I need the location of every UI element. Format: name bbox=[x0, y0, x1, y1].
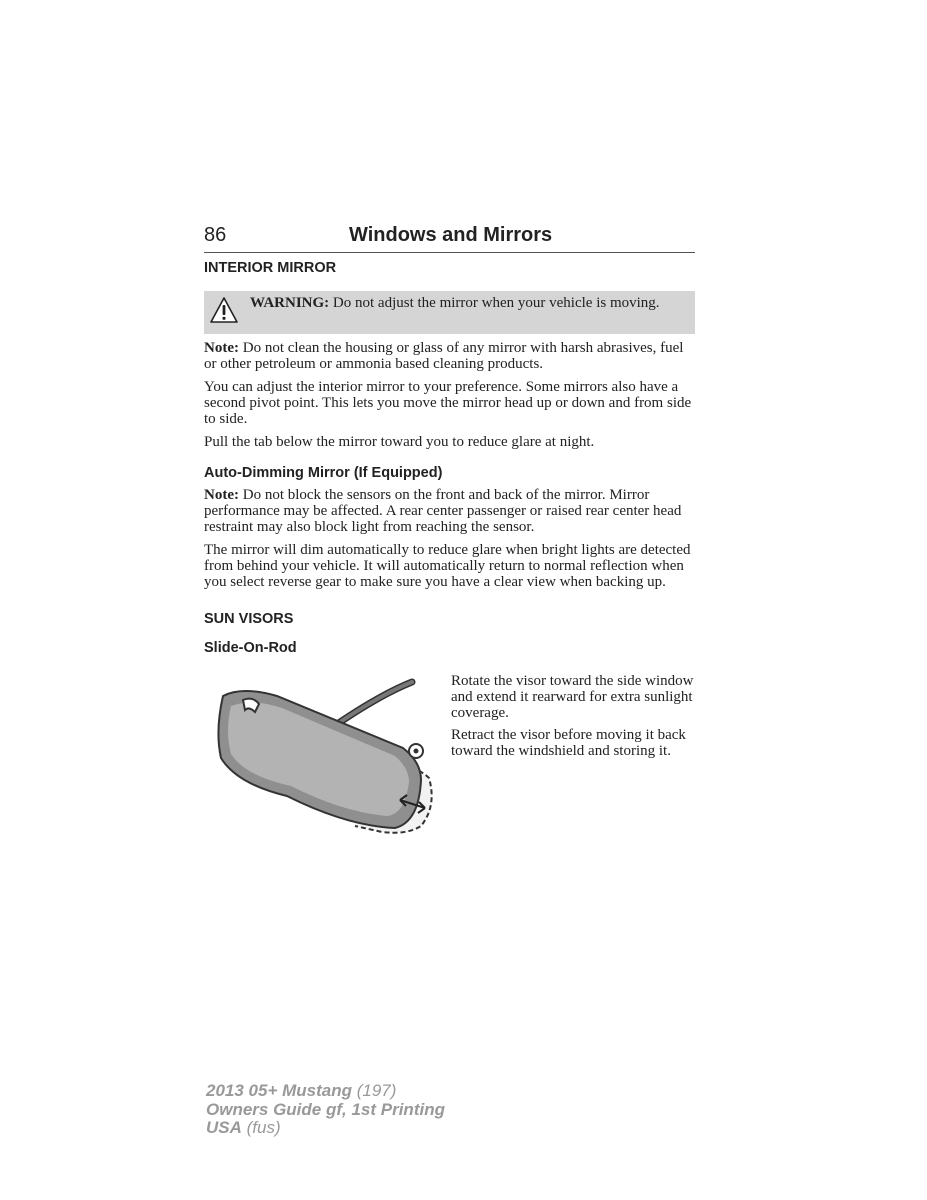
note-text: Do not clean the housing or glass of any mirror with harsh abrasives, fuel or other petroleum or ammonia based cleaning products. bbox=[204, 340, 684, 372]
sensor-note-text: Do not block the sensors on the front and back of the mirror. Mirror performance may be affected. A rear center passenger or raised rear center head restraint may also block light from reaching the sensor. bbox=[204, 487, 682, 535]
auto-dimming-heading: Auto-Dimming Mirror (If Equipped) bbox=[204, 465, 443, 481]
footer-line-3 bbox=[206, 1119, 445, 1138]
footer-line-2 bbox=[206, 1101, 445, 1120]
warning-text bbox=[250, 294, 680, 312]
footer-code: (197) bbox=[356, 1081, 397, 1100]
auto-dim-paragraph: The mirror will dim automatically to reduce glare when bright lights are detected from behind your vehicle. It will automatically return to normal reflection when you select reverse gear to make sure you have a clear view when backing up. bbox=[204, 542, 691, 590]
warning-message: Do not adjust the mirror when your vehicle is moving. bbox=[332, 295, 660, 311]
footer-region-code: (fus) bbox=[246, 1118, 281, 1137]
warning-box bbox=[204, 291, 695, 334]
footer-region: USA bbox=[206, 1118, 242, 1137]
page-number: 86 bbox=[204, 224, 227, 246]
slide-on-rod-heading: Slide-On-Rod bbox=[204, 640, 297, 656]
rotate-paragraph: Rotate the visor toward the side window and extend it rearward for extra sunlight coverage. bbox=[451, 673, 694, 721]
footer-model: 2013 05+ Mustang bbox=[206, 1081, 352, 1100]
glare-paragraph: Pull the tab below the mirror toward you to reduce glare at night. bbox=[204, 434, 595, 450]
sensor-note bbox=[204, 487, 695, 535]
warning-triangle-icon bbox=[209, 296, 239, 324]
adjust-paragraph: You can adjust the interior mirror to your preference. Some mirrors also have a second pivot point. This lets you move the mirror head up or down and from side to side. bbox=[204, 379, 692, 427]
main-content bbox=[204, 260, 695, 656]
page-header bbox=[204, 224, 695, 253]
footer-printing: Owners Guide gf, 1st Printing bbox=[206, 1099, 445, 1119]
note-label: Note: bbox=[204, 340, 239, 356]
footer-line-1 bbox=[206, 1082, 445, 1101]
note-label-2: Note: bbox=[204, 487, 239, 503]
visor-instructions bbox=[451, 673, 696, 759]
chapter-title: Windows and Mirrors bbox=[349, 224, 553, 246]
document-footer bbox=[206, 1082, 445, 1138]
warning-label: WARNING: bbox=[250, 295, 330, 311]
retract-paragraph: Retract the visor before moving it back toward the windshield and storing it. bbox=[451, 727, 686, 759]
interior-mirror-heading: INTERIOR MIRROR bbox=[204, 260, 337, 276]
sun-visor-illustration bbox=[207, 676, 437, 838]
sun-visors-heading: SUN VISORS bbox=[204, 611, 294, 627]
cleaning-note bbox=[204, 340, 695, 372]
